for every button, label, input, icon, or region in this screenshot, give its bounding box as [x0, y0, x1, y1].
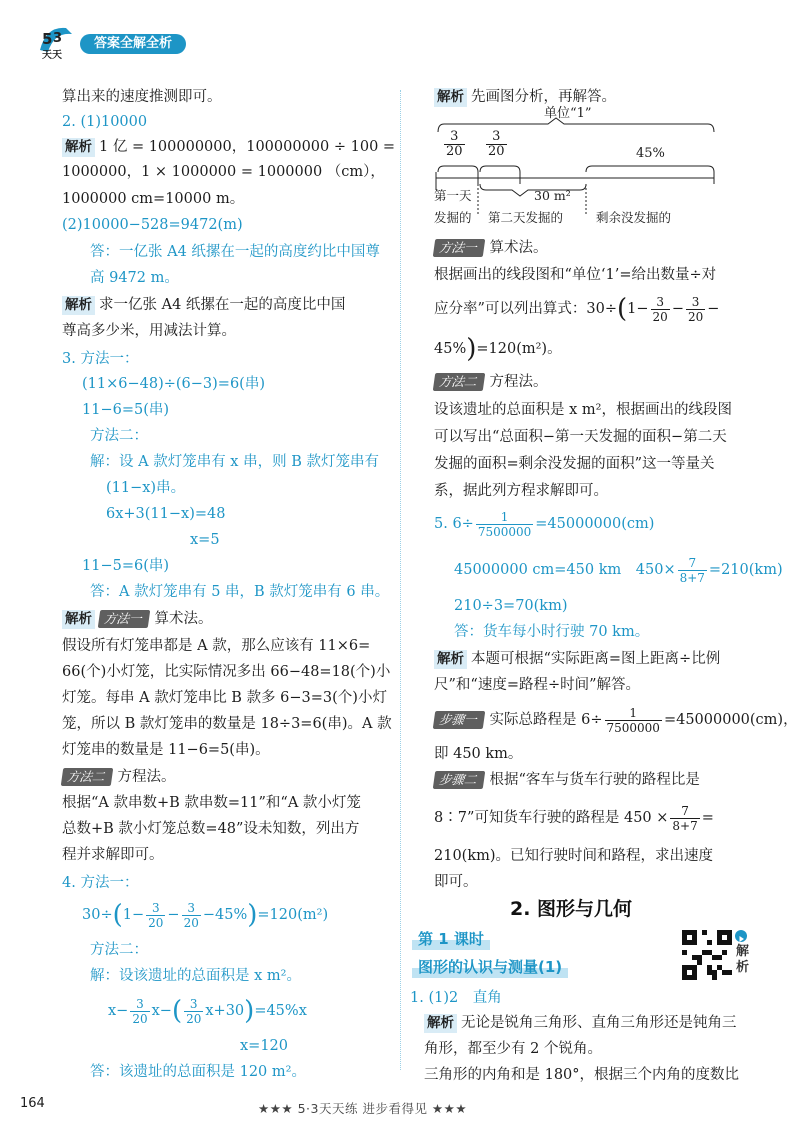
diagram-day1-label: 第一天: [434, 188, 472, 203]
formula: 解：设 A 款灯笼串有 x 串，则 B 款灯笼串有: [90, 454, 379, 470]
diagram-remaining-label: 剩余没发掘的: [596, 210, 672, 225]
play-icon[interactable]: [735, 930, 747, 942]
step-2-line: [434, 770, 700, 790]
text-line: 66(个)小灯笼，比实际情况多出 66−48=18(个)小: [62, 664, 391, 680]
svg-text:3: 3: [53, 31, 63, 46]
q5-formula-2: 45000000 cm=450 km 450× $\frac{7}{8+7}$ =210(km): [454, 555, 783, 585]
text-line: 程并求解即可。: [62, 847, 164, 863]
formula: 6x+3(11−x)=48: [106, 506, 226, 522]
text-line: 算术法。: [489, 240, 548, 256]
text-line: 根据“A 款串数+B 款串数=11”和“A 款小灯笼: [62, 795, 361, 811]
diagram-day1-label-2: 发掘的: [434, 210, 472, 225]
diagram-percent: 45%: [636, 146, 665, 161]
formula: 210÷3=70(km): [454, 598, 568, 614]
text-line: 总数+B 款小灯笼总数=48”设未知数，列出方: [62, 821, 360, 837]
section-title: 2. 图形与几何: [510, 898, 633, 920]
column-divider: [400, 90, 401, 1070]
q4-equation: x− $\frac{3}{20}$ x−( $\frac{3}{20}$ x+30)=45%x: [108, 996, 307, 1026]
formula: x=5: [190, 532, 220, 548]
method-tag: 方法一: [433, 239, 485, 257]
lesson-subtitle: 图形的认识与测量(1): [412, 956, 568, 978]
m1-formula-cont: 45%)=120(m²)。: [434, 334, 562, 364]
text-line: 求一亿张 A4 纸摞在一起的高度比中国: [99, 297, 346, 313]
formula: 解：设该遗址的总面积是 x m²。: [90, 968, 301, 984]
header-title-text: 答案全解全析: [94, 36, 173, 51]
segment-diagram: [430, 108, 720, 234]
analysis-tag: 解析: [424, 1014, 457, 1033]
text-line: 先画图分析，再解答。: [471, 89, 616, 105]
step-tag: 步骤一: [433, 711, 485, 729]
q4-conclusion: 答：该遗址的总面积是 120 m²。: [90, 1064, 306, 1080]
text-line: 可以写出“总面积−第一天发掘的面积−第二天: [434, 429, 727, 445]
formula: x=120: [240, 1038, 289, 1054]
text-line: 角形，都至少有 2 个锐角。: [424, 1041, 602, 1057]
text-line: 笼，所以 B 款灯笼串的数量是 18÷3=6(串)。A 款: [62, 716, 392, 732]
svg-text:5: 5: [42, 30, 53, 48]
text-line: 无论是锐角三角形、直角三角形还是钝角三: [461, 1015, 737, 1031]
q2-conclusion: 答：一亿张 A4 纸摞在一起的高度约比中国尊: [90, 244, 380, 260]
text-line: 1000000 cm=10000 m。: [62, 191, 245, 207]
text-line: 算术法。: [154, 611, 213, 627]
text-line: 方程法。: [489, 374, 548, 390]
analysis-tag: 解析: [434, 650, 467, 669]
text-line: 方程法。: [117, 769, 176, 785]
method-2-line: [62, 767, 176, 787]
analysis-tag: 解析: [62, 296, 95, 315]
header-title: [80, 34, 186, 54]
m1-formula: 应分率”可以列出算式：30÷(1− $\frac{3}{20}$ − $\frac{3}{20}$ −: [434, 294, 720, 324]
page-number: 164: [20, 1096, 45, 1111]
formula: (11−x)串。: [106, 480, 186, 496]
method-1-line: [434, 238, 548, 258]
method-head: 方法二：: [90, 428, 148, 444]
q5-conclusion: 答：货车每小时行驶 70 km。: [454, 624, 650, 640]
q2-answer-2: (2)10000−528=9472(m): [62, 217, 243, 233]
q2-answer-1: 2. (1)10000: [62, 114, 148, 130]
formula: 11−6=5(串): [82, 402, 170, 418]
text-line: 系，据此列方程求解即可。: [434, 483, 608, 499]
q5-analysis: [434, 649, 720, 669]
q1-analysis: [424, 1013, 737, 1033]
step-2-formula: 8∶7”可知货车行驶的路程是 450 × $\frac{7}{8+7}$ =: [434, 803, 714, 833]
method-2-line: [434, 372, 548, 392]
q3-analysis: [62, 609, 213, 629]
formula: 11−5=6(串): [82, 558, 170, 574]
text-line: 灯笼。每串 A 款灯笼串比 B 款多 6−3=3(个)小灯: [62, 690, 387, 706]
q3-head: 3. 方法一：: [62, 351, 139, 367]
text-line: 根据“客车与货车行驶的路程比是: [489, 772, 700, 788]
text-line: 尺”和“速度=路程÷时间”解答。: [434, 677, 641, 693]
q5-formula: 5. 6÷ $\frac{1}{7500000}$ =45000000(cm): [434, 509, 655, 539]
text-line: 三角形的内角和是 180°，根据三个内角的度数比: [424, 1067, 740, 1083]
step-tag: 步骤二: [433, 771, 485, 789]
lesson-label: 第 1 课时: [412, 928, 490, 950]
text-line: 尊高多少米，用减法计算。: [62, 323, 236, 339]
text-line: 本题可根据“实际距离=图上距离÷比例: [471, 651, 721, 667]
q2-analysis: [62, 137, 395, 157]
q1-answer: 1. (1)2 直角: [410, 990, 502, 1006]
text-line: 设该遗址的总面积是 x m²，根据画出的线段图: [434, 402, 732, 418]
method-tag: 方法二: [61, 768, 113, 786]
text-line: 假设所有灯笼串都是 A 款，那么应该有 11×6=: [62, 638, 371, 654]
method-head: 方法二：: [90, 942, 148, 958]
svg-text:天天: 天天: [42, 50, 62, 61]
footer-slogan: ★★★ 5·3天天练 进步看得见 ★★★: [258, 1101, 468, 1116]
diagram-area: 30 m²: [534, 188, 571, 203]
q3-conclusion: 答：A 款灯笼串有 5 串，B 款灯笼串有 6 串。: [90, 584, 390, 600]
q4-formula-1: 30÷(1− $\frac{3}{20}$ − $\frac{3}{20}$ −45%)=120(m²): [82, 900, 329, 930]
qr-code[interactable]: [682, 930, 732, 980]
logo: [36, 20, 78, 62]
diagram-unit-label: 单位“1”: [544, 106, 592, 121]
diagram-fraction-2: $\frac{3}{20}$: [488, 129, 505, 159]
text-line: 即可。: [434, 874, 478, 890]
q2-analysis-2: [62, 295, 345, 315]
analysis-tag: 解析: [434, 88, 467, 107]
text-line: 即 450 km。: [434, 746, 523, 762]
text-line: 算出来的速度推测即可。: [62, 89, 222, 105]
analysis-tag: 解析: [62, 610, 95, 629]
method-tag: 方法二: [433, 373, 485, 391]
text-line: 210(km)。已知行驶时间和路程，求出速度: [434, 848, 714, 864]
text-line: 1 亿 = 100000000，100000000 ÷ 100 =: [99, 139, 396, 155]
diagram-day2-label: 第二天发掘的: [488, 210, 564, 225]
q4-head: 4. 方法一：: [62, 875, 139, 891]
method-tag: 方法一: [98, 610, 150, 628]
text-line: 灯笼串的数量是 11−6=5(串)。: [62, 742, 270, 758]
analysis-tag: 解析: [62, 138, 95, 157]
qr-label: 解析: [736, 944, 750, 975]
formula: (11×6−48)÷(6−3)=6(串): [82, 376, 265, 392]
text-line: 根据画出的线段图和“单位‘1’=给出数量÷对: [434, 267, 717, 283]
text-line: 发掘的面积=剩余没发掘的面积”这一等量关: [434, 456, 715, 472]
step-1-line: 步骤一 实际总路程是 6÷ $\frac{1}{7500000}$ =45000000(cm)，: [434, 702, 798, 738]
text-line: 1000000，1 × 1000000 = 1000000 （cm），: [62, 164, 385, 180]
q2-conclusion-cont: 高 9472 m。: [90, 270, 179, 286]
diagram-fraction-1: $\frac{3}{20}$: [446, 129, 463, 159]
